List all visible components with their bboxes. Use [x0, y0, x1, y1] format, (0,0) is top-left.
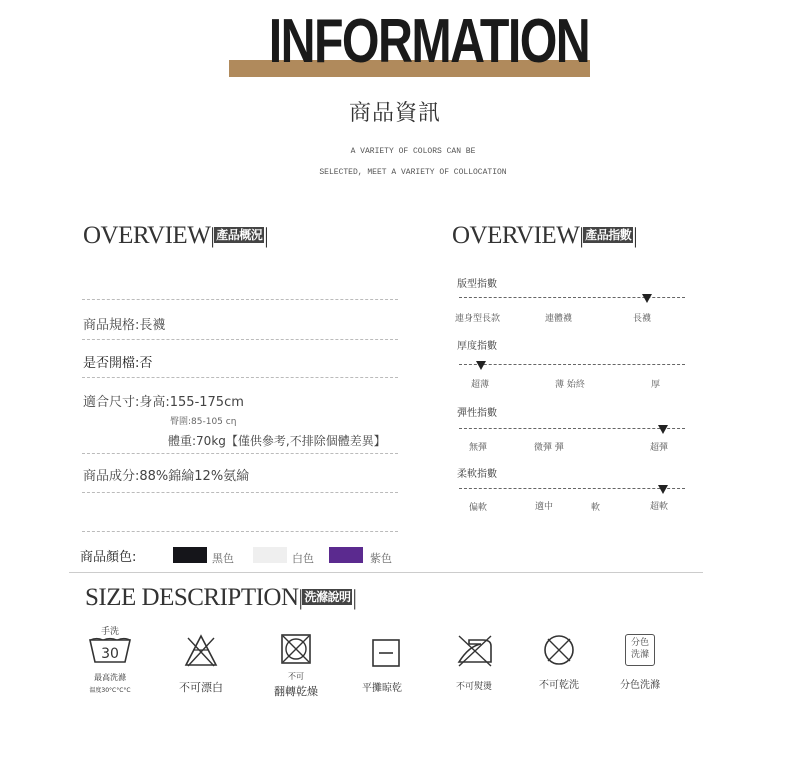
index-title: 柔軟指數 [457, 469, 497, 480]
index-title: 厚度指數 [457, 341, 497, 352]
color-name-white: 白色 [292, 552, 314, 565]
index-option: 適中 [535, 502, 554, 512]
index-option: 厚 [651, 380, 661, 390]
index-option: 超薄 [471, 380, 490, 390]
section-divider [69, 572, 703, 573]
wash-separately-box-line-1: 分色 [630, 638, 649, 648]
wash-separately-icon [625, 634, 655, 666]
size-description-heading [85, 584, 356, 612]
spec-material: 商品成分:88%錦綸12%氨綸 [83, 469, 250, 484]
index-marker [658, 485, 668, 494]
index-option: 連體襪 [545, 314, 573, 324]
spec-weight: 體重:70kg【僅供參考,不排除個體差異】 [168, 434, 386, 448]
index-option: 無彈 [469, 443, 488, 453]
index-marker [658, 425, 668, 434]
overview-left-heading [83, 222, 268, 250]
care-top-label: 不可 [288, 672, 304, 681]
wash-separately-box-line-2: 洗滌 [630, 650, 649, 660]
index-scale-line [459, 428, 685, 429]
hand-wash-30-icon [87, 637, 133, 665]
separator: | [264, 223, 269, 248]
spec-size: 適合尺寸:身高:155-175cm [83, 395, 244, 410]
index-option: 超軟 [650, 502, 669, 512]
spec-name: 商品規格:長襪 [83, 318, 166, 333]
separator: | [579, 223, 584, 248]
care-label: 分色洗滌 [620, 680, 660, 691]
hand-wash-temp: 30 [101, 646, 119, 662]
separator: | [298, 585, 303, 610]
index-option: 微彈 彈 [534, 443, 564, 453]
tagline-line-2: SELECTED, MEET A VARIETY OF COLLOCATION [319, 168, 507, 177]
index-scale-line [459, 364, 685, 365]
care-label: 翻轉乾燥 [274, 685, 318, 698]
spec-opening: 是否開檔:否 [83, 356, 153, 371]
care-label: 不可熨燙 [455, 682, 492, 692]
index-option: 偏軟 [469, 503, 488, 513]
index-title: 版型指數 [457, 279, 497, 290]
color-swatch-black [173, 547, 207, 563]
separator: | [633, 223, 638, 248]
index-option: 超彈 [650, 443, 669, 453]
color-swatch-white [253, 547, 287, 563]
page-title: INFORMATION [268, 7, 590, 76]
separator: | [210, 223, 215, 248]
dry-flat-icon [371, 638, 401, 668]
divider [82, 531, 398, 532]
index-option: 軟 [591, 503, 601, 513]
hand-wash-top-label: 手洗 [100, 627, 119, 637]
divider [82, 339, 398, 340]
spec-hip: 臀圍:85-105 cη [170, 417, 237, 427]
divider [82, 377, 398, 378]
color-name-purple: 紫色 [370, 552, 392, 565]
divider [82, 492, 398, 493]
divider [82, 299, 398, 300]
overview-right-title: OVERVIEW [452, 222, 580, 249]
color-name-black: 黑色 [212, 552, 234, 565]
overview-left-label: 產品概況 [216, 228, 263, 242]
tagline-line-1: A VARIETY OF COLORS CAN BE [350, 147, 476, 156]
care-label: 不可漂白 [179, 681, 223, 694]
overview-right-label: 產品指數 [585, 228, 632, 242]
care-note: 溫度30°C°C°C [89, 687, 131, 694]
no-bleach-icon [184, 634, 218, 668]
index-title: 彈性指數 [457, 408, 497, 419]
index-marker [476, 361, 486, 370]
index-scale-line [459, 488, 685, 489]
divider [82, 453, 398, 454]
index-option: 薄 始終 [555, 380, 585, 390]
size-description-title: SIZE DESCRIPTION [85, 584, 299, 611]
care-item-hand-wash [87, 624, 133, 669]
care-label: 不可乾洗 [539, 680, 579, 691]
no-dry-clean-icon [542, 633, 576, 667]
color-swatch-purple [329, 547, 363, 563]
index-marker [642, 294, 652, 303]
overview-right-heading [452, 222, 637, 250]
size-description-label: 洗滌說明 [304, 590, 351, 604]
separator: | [352, 585, 357, 610]
colors-label: 商品顏色: [80, 550, 137, 565]
no-tumble-dry-icon [280, 633, 312, 665]
care-label: 最高洗滌 [94, 673, 126, 682]
page-subtitle: 商品資訊 [348, 101, 441, 126]
index-option: 長襪 [633, 314, 652, 324]
index-option: 連身型長款 [455, 314, 501, 324]
no-iron-icon [455, 634, 495, 668]
overview-left-title: OVERVIEW [83, 222, 211, 249]
care-label: 平攤晾乾 [362, 683, 402, 694]
